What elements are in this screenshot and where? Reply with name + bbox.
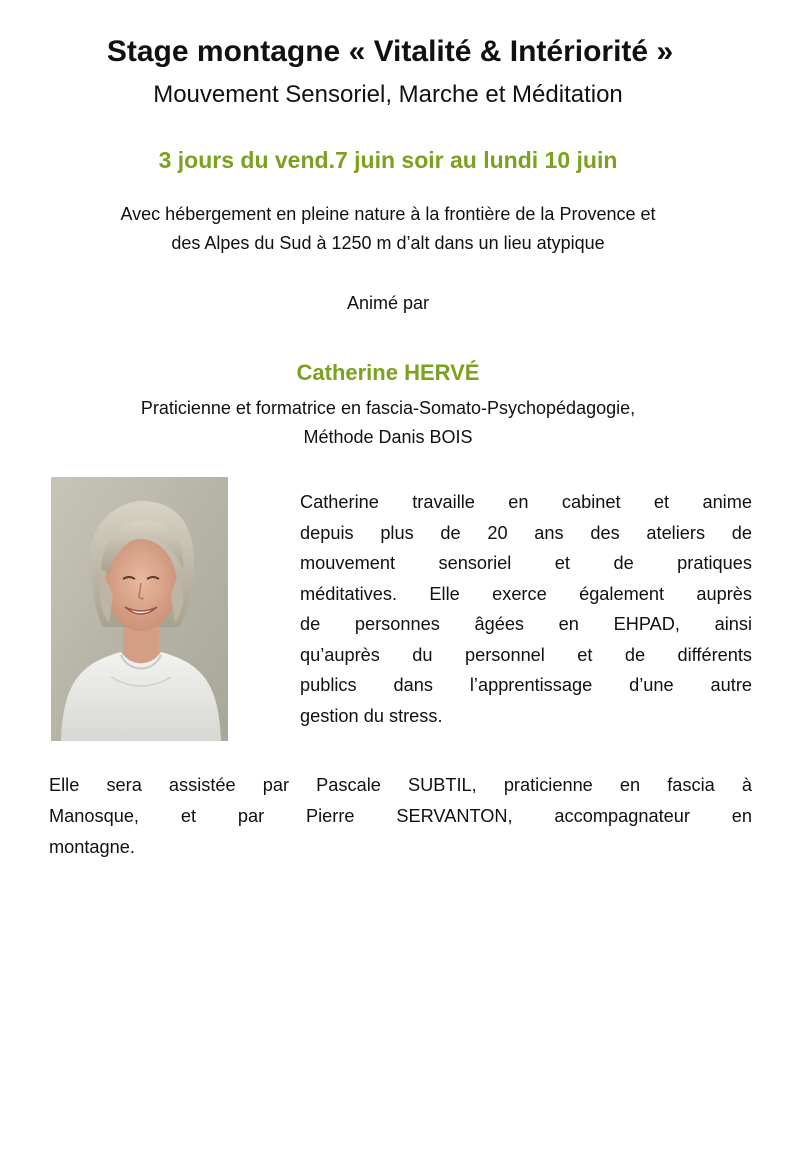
lodging-line-1: Avec hébergement en pleine nature à la frontière de la Provence et [120, 204, 656, 224]
bio-line: qu’auprès du personnel et de différents [300, 644, 752, 665]
presenter-role-line-2: Méthode Danis BOIS [303, 427, 473, 447]
lodging-description [0, 200, 788, 258]
presenter-photo [51, 477, 228, 741]
hosted-by-label: Animé par [346, 293, 430, 313]
bio-line: méditatives. Elle exerce également auprès [300, 583, 752, 604]
bio-line: mouvement sensoriel et de pratiques [300, 553, 752, 573]
bio-line: publics dans l’apprentissage d’une autre [300, 675, 752, 695]
portrait-illustration [51, 477, 228, 741]
presenter-role [0, 394, 788, 452]
assist-line: montagne. [49, 837, 135, 857]
assistants-paragraph [49, 770, 752, 863]
lodging-line-2: des Alpes du Sud à 1250 m d’alt dans un lieu atypique [171, 233, 605, 253]
assist-line: Manosque, et par Pierre SERVANTON, accompagnateur en [49, 806, 752, 826]
page-title: Stage montagne « Vitalité & Intériorité » [106, 35, 674, 68]
event-dates: 3 jours du vend.7 juin soir au lundi 10 juin [158, 147, 618, 173]
page-subtitle: Mouvement Sensoriel, Marche et Méditation [153, 81, 623, 108]
bio-line: Catherine travaille en cabinet et anime [300, 492, 752, 512]
bio-line: depuis plus de 20 ans des ateliers de [300, 522, 752, 543]
assist-line: Elle sera assistée par Pascale SUBTIL, praticienne en fascia à [49, 775, 752, 795]
bio-line: gestion du stress. [300, 705, 443, 726]
presenter-role-line-1: Praticienne et formatrice en fascia-Somato-Psychopédagogie, [140, 398, 636, 418]
presenter-name: Catherine HERVÉ [296, 360, 480, 385]
bio-line: de personnes âgées en EHPAD, ainsi [300, 614, 752, 634]
presenter-biography [300, 487, 752, 731]
